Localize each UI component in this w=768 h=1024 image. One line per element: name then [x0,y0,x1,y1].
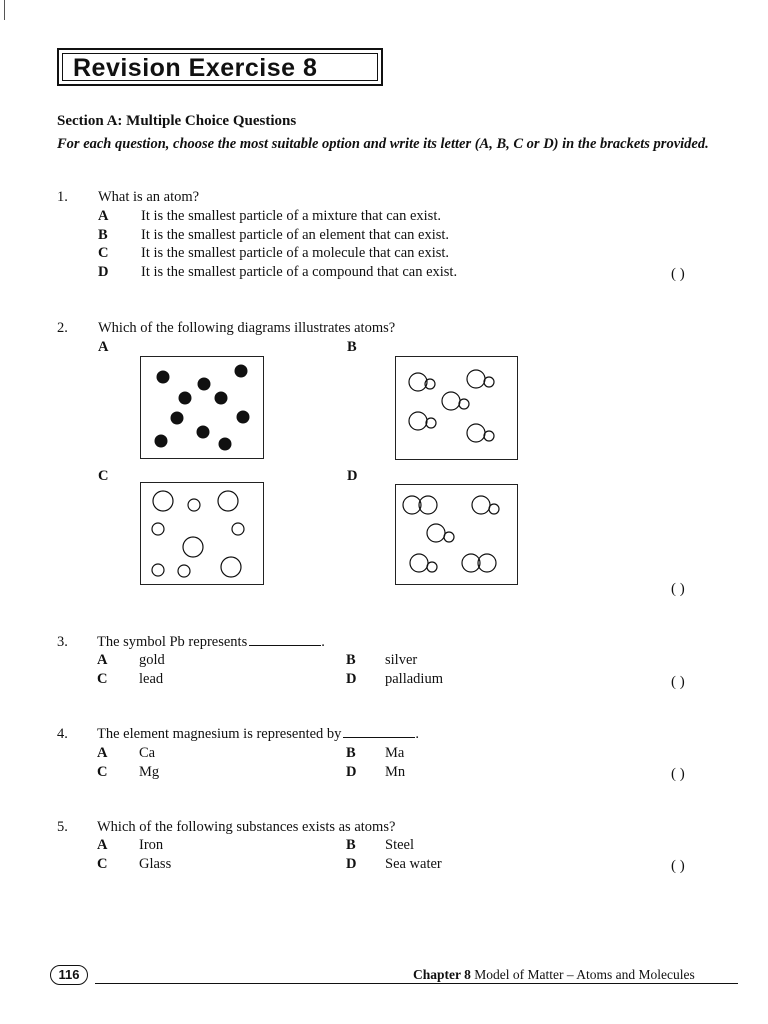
option-letter: D [347,468,358,484]
solid-atom [237,411,249,423]
large-atom [472,496,490,514]
answer-blank [249,634,321,646]
option-letter: A [97,745,108,761]
option-letter: B [346,745,356,761]
option-letter: A [98,339,109,355]
small-atom [484,431,494,441]
small-atom [178,565,190,577]
option-text: lead [139,671,164,687]
large-atom [183,537,203,557]
option-text: gold [139,652,165,668]
option-letter: A [97,652,108,668]
large-atom [409,373,427,391]
option-letter: A [98,208,109,224]
option-text: Ma [385,745,405,761]
question-number: 2. [57,320,68,336]
diagram-d [395,484,518,585]
option-letter: C [98,245,109,261]
diagram-b-particles [396,357,519,461]
small-atom [232,523,244,535]
small-atom [427,562,437,572]
diagram-b [395,356,518,460]
solid-atom [219,438,231,450]
answer-bracket[interactable]: ( ) [671,581,685,597]
solid-atom [197,426,209,438]
question-number: 3. [57,634,68,650]
question-number: 4. [57,726,68,742]
page-number: 116 [50,965,88,985]
large-atom [218,491,238,511]
large-atom [467,370,485,388]
small-atom [152,564,164,576]
large-atom [478,554,496,572]
answer-bracket[interactable]: ( ) [671,766,685,782]
answer-blank [343,726,415,738]
option-text: palladium [385,671,443,687]
option-letter: A [97,837,108,853]
answer-bracket[interactable]: ( ) [671,858,685,874]
large-atom [153,491,173,511]
option-letter: C [97,764,108,780]
page-title: Revision Exercise 8 [73,54,318,82]
option-letter: B [347,339,357,355]
question-text: Which of the following substances exists as atoms? [97,819,396,835]
diagram-c-particles [141,483,265,586]
option-letter: D [98,264,109,280]
option-text: Steel [385,837,414,853]
answer-bracket[interactable]: ( ) [671,674,685,690]
chapter-title: Model of Matter – Atoms and Molecules [474,967,695,982]
solid-atom [157,371,169,383]
question-text: The element magnesium is represented by . [97,726,420,742]
option-letter: B [346,652,356,668]
small-atom [459,399,469,409]
solid-atom [155,435,167,447]
solid-atom [171,412,183,424]
diagram-a [140,356,264,459]
option-text: Iron [139,837,164,853]
solid-atom [179,392,191,404]
option-text: silver [385,652,418,668]
option-text: It is the smallest particle of a molecule that can exist. [141,245,450,261]
footer-chapter [413,967,695,983]
large-atom [462,554,480,572]
option-text: It is the smallest particle of a mixture that can exist. [141,208,441,224]
large-atom [403,496,421,514]
small-atom [489,504,499,514]
diagram-a-particles [141,357,265,460]
large-atom [410,554,428,572]
large-atom [409,412,427,430]
option-letter: C [97,671,108,687]
option-letter: C [98,468,109,484]
solid-atom [215,392,227,404]
question-number: 5. [57,819,68,835]
small-atom [188,499,200,511]
solid-atom [198,378,210,390]
small-atom [426,418,436,428]
answer-bracket[interactable]: ( ) [671,266,685,282]
option-text: Ca [139,745,156,761]
diagram-c [140,482,264,585]
instructions: For each question, choose the most suitable option and write its letter (A, B, C or D) in the brackets provided. [57,136,709,152]
option-text: Mn [385,764,406,780]
option-letter: D [346,764,357,780]
large-atom [467,424,485,442]
option-text: Glass [139,856,172,872]
large-atom [221,557,241,577]
option-text: Sea water [385,856,442,872]
small-atom [484,377,494,387]
option-letter: C [97,856,108,872]
title-box [57,48,383,86]
option-letter: B [346,837,356,853]
question-text-content: The element magnesium is represented by [97,726,342,742]
question-text: The symbol Pb represents . [97,634,325,650]
chapter-label: Chapter 8 [413,967,471,982]
question-text: What is an atom? [98,189,200,205]
option-text: It is the smallest particle of a compound that can exist. [141,264,458,280]
question-number: 1. [57,189,68,205]
question-text-content: The symbol Pb represents [97,634,248,650]
option-text: Mg [139,764,160,780]
large-atom [442,392,460,410]
margin-mark [4,0,5,20]
large-atom [419,496,437,514]
diagram-d-particles [396,485,519,586]
small-atom [444,532,454,542]
question-text: Which of the following diagrams illustrates atoms? [98,320,396,336]
section-heading: Section A: Multiple Choice Questions [57,113,297,129]
solid-atom [235,365,247,377]
footer-rule [95,983,738,984]
small-atom [152,523,164,535]
option-letter: D [346,856,357,872]
large-atom [427,524,445,542]
option-text: It is the smallest particle of an element that can exist. [141,227,450,243]
option-letter: D [346,671,357,687]
option-letter: B [98,227,108,243]
